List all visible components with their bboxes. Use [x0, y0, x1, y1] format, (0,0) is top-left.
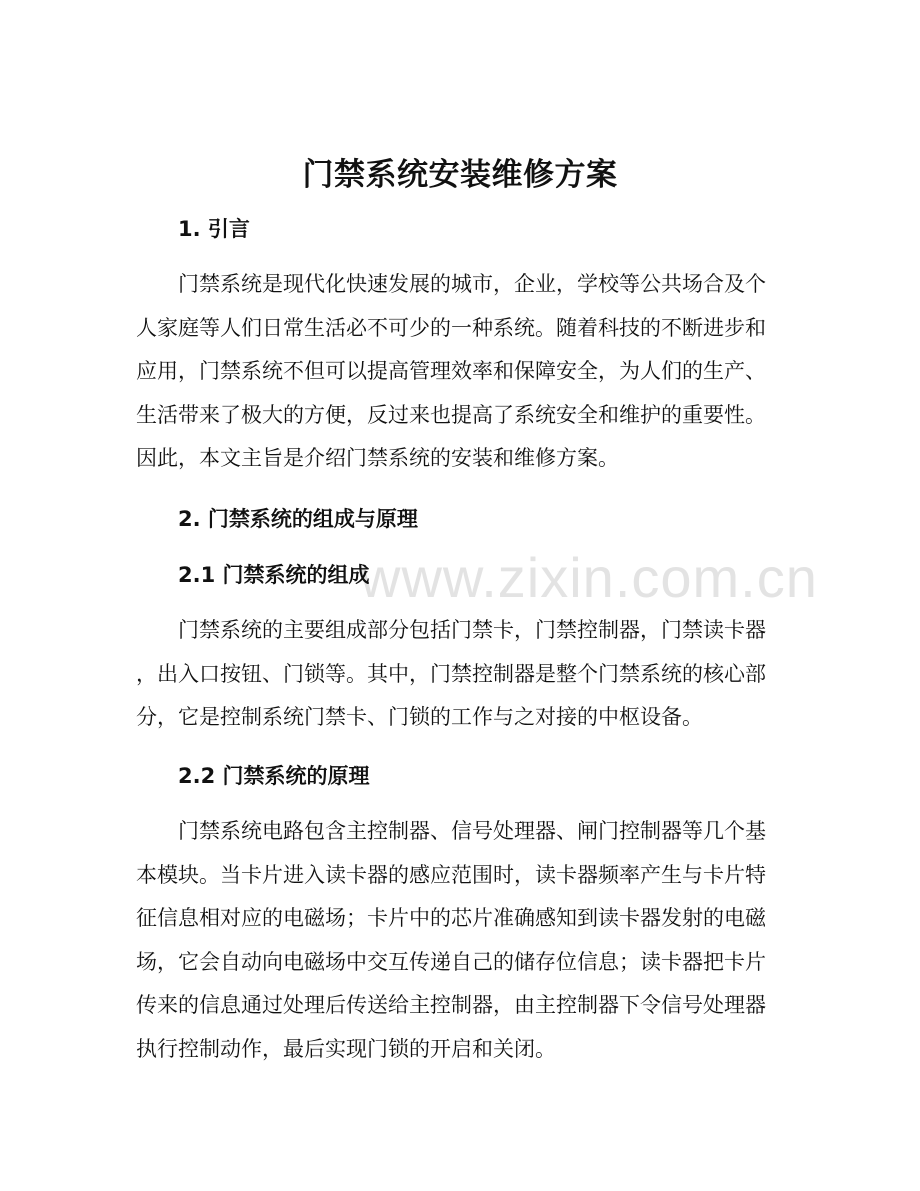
section-heading-introduction: 1. 引言 [178, 217, 250, 241]
paragraph-composition [136, 609, 776, 740]
paragraph-line: 分，它是控制系统门禁卡、门锁的工作与之对接的中枢设备。 [136, 705, 703, 729]
paragraph-introduction [136, 263, 776, 481]
paragraph-line: 本模块。当卡片进入读卡器的感应范围时，读卡器频率产生与卡片特 [136, 862, 766, 887]
paragraph-line: 门禁系统电路包含主控制器、信号处理器、闸门控制器等几个基 [178, 819, 766, 843]
section-heading-composition: 2.1 门禁系统的组成 [178, 563, 370, 587]
paragraph-line: 执行控制动作，最后实现门锁的开启和关闭。 [136, 1036, 556, 1061]
section-heading-principle: 2.2 门禁系统的原理 [178, 764, 370, 788]
paragraph-line: 生活带来了极大的方便，反过来也提高了系统安全和维护的重要性。 [136, 402, 766, 427]
paragraph-line: ，出入口按钮、门锁等。其中，门禁控制器是整个门禁系统的核心部 [136, 661, 766, 686]
paragraph-line: 门禁系统是现代化快速发展的城市，企业，学校等公共场合及个 [178, 272, 766, 296]
paragraph-line: 场，它会自动向电磁场中交互传递自己的储存位信息；读卡器把卡片 [136, 949, 766, 974]
paragraph-line: 门禁系统的主要组成部分包括门禁卡，门禁控制器，门禁读卡器 [178, 618, 766, 642]
paragraph-line: 应用，门禁系统不但可以提高管理效率和保障安全，为人们的生产、 [136, 359, 766, 383]
paragraph-line: 传来的信息通过处理后传送给主控制器，由主控制器下令信号处理器 [136, 993, 766, 1017]
paragraph-line: 人家庭等人们日常生活必不可少的一种系统。随着科技的不断进步和 [136, 315, 766, 340]
paragraph-line: 因此，本文主旨是介绍门禁系统的安装和维修方案。 [136, 446, 619, 470]
watermark: www.zixin.com.cn [360, 546, 818, 609]
paragraph-principle [136, 810, 776, 1071]
section-heading-composition-principle: 2. 门禁系统的组成与原理 [178, 507, 418, 531]
document-title: 门禁系统安装维修方案 [302, 157, 618, 193]
paragraph-line: 征信息相对应的电磁场；卡片中的芯片准确感知到读卡器发射的电磁 [136, 906, 766, 930]
